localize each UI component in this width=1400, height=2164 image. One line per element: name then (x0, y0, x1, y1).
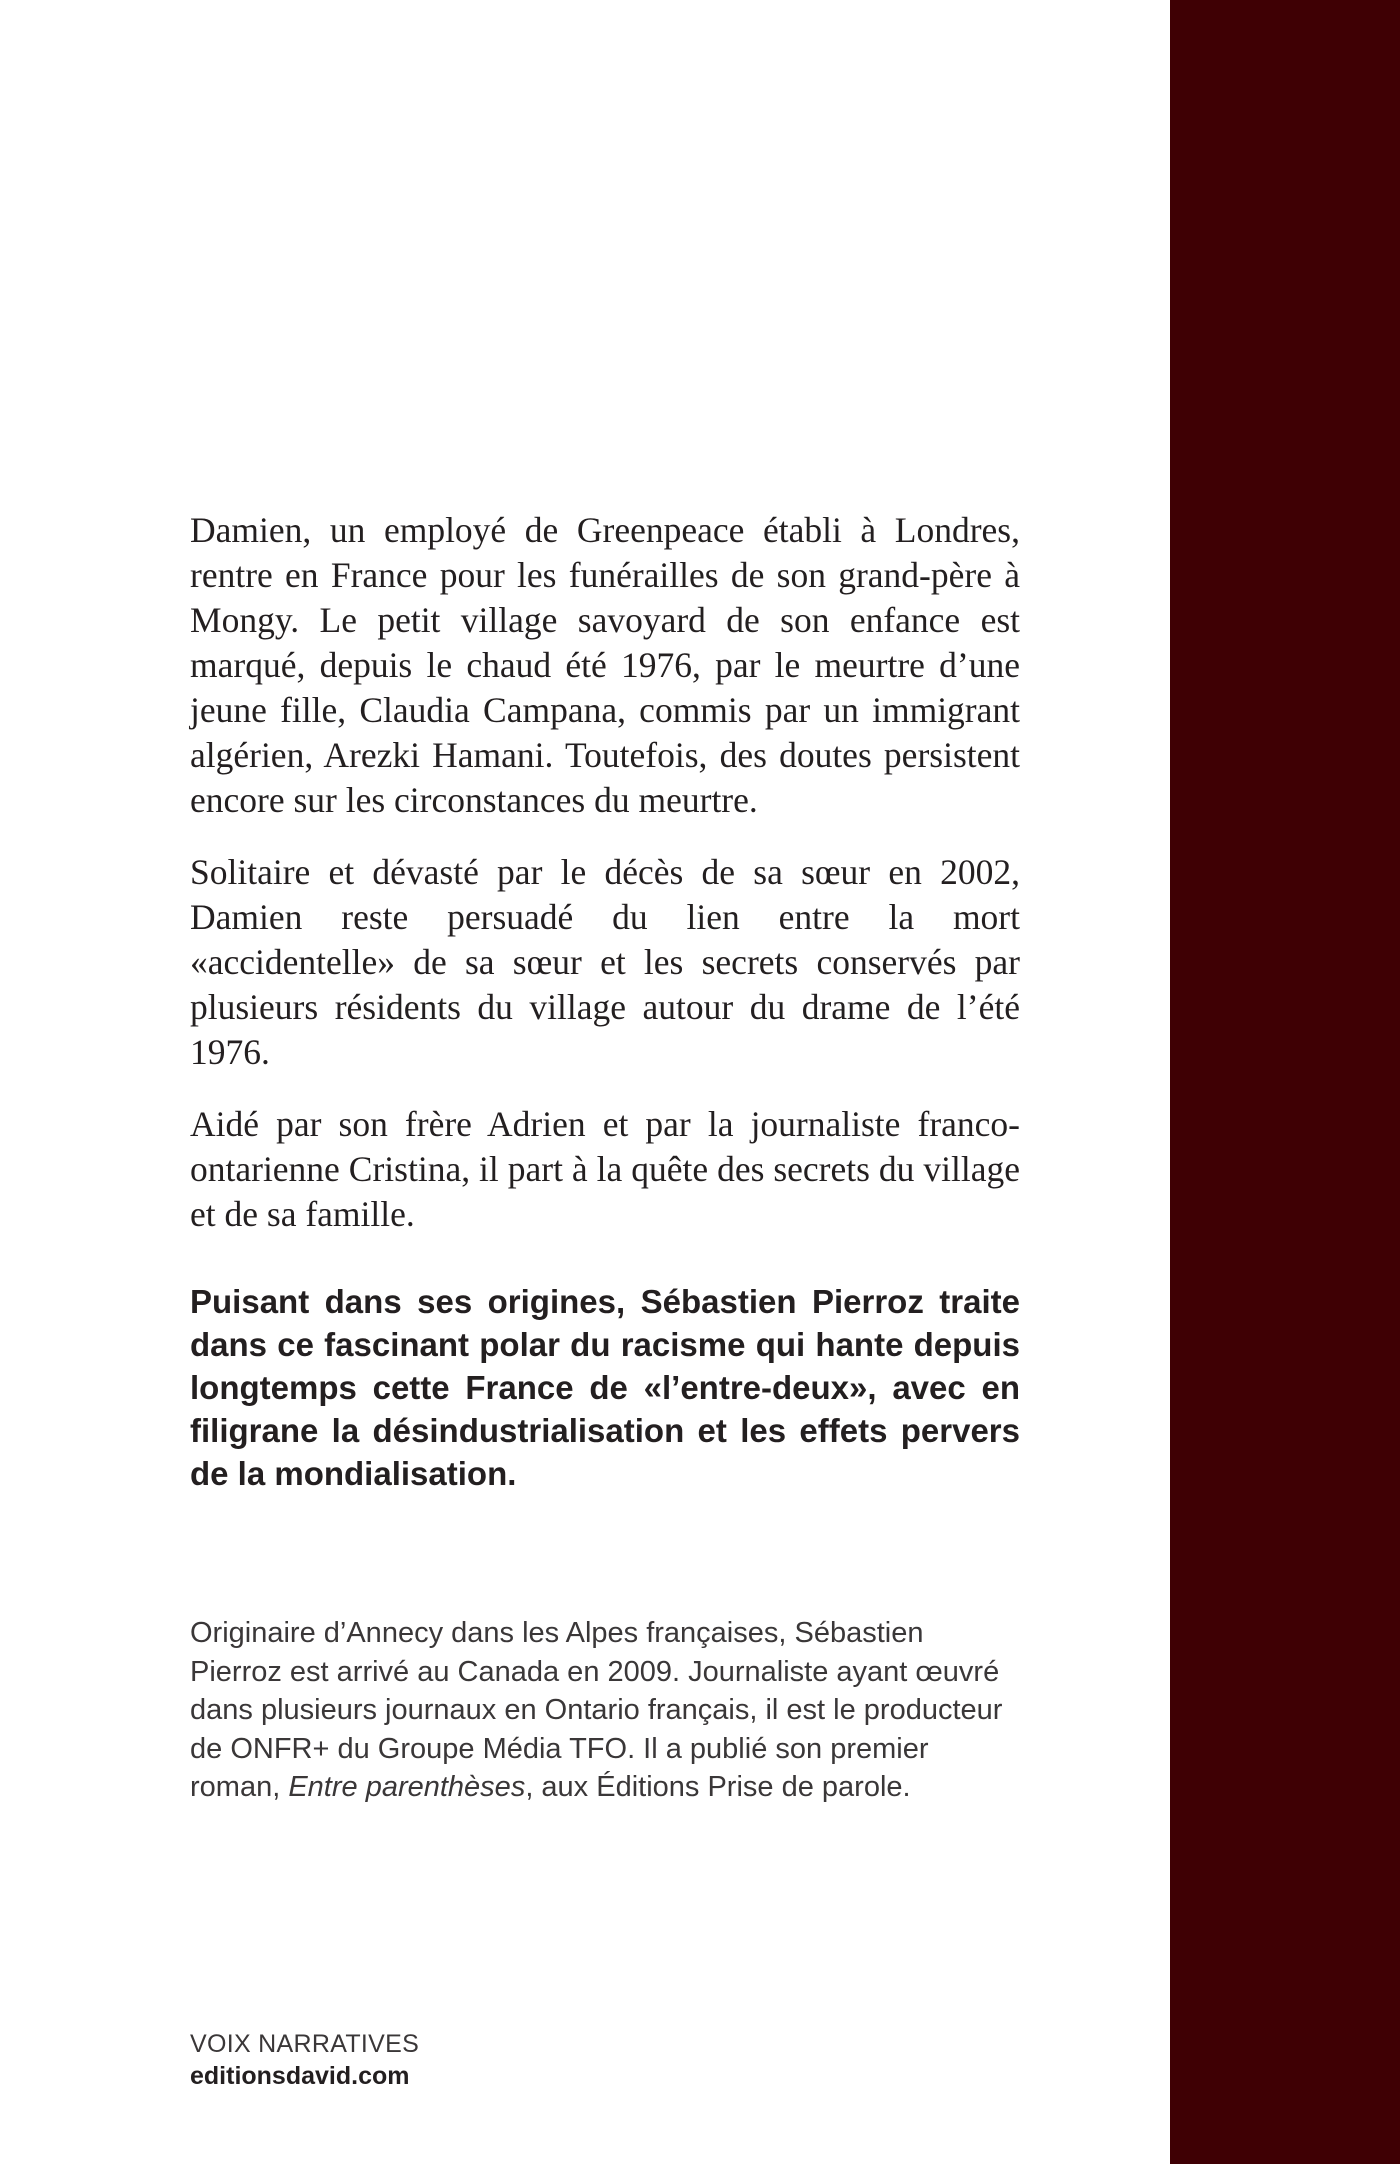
collection-name: VOIX NARRATIVES (190, 2030, 420, 2058)
author-bio (190, 1614, 1020, 1807)
synopsis-paragraph-1: Damien, un employé de Greenpeace établi à Londres, rentre en France pour les funérailles de son grand-père à Mongy. Le petit village savoyard de son enfance est marqué, depuis le chaud été 1976, par le meurtre d’une jeune fille, Claudia Campana, commis par un immigrant algérien, Arezki Hamani. Toutefois, des doutes persistent encore sur les circonstances du meurtre. (190, 510, 1020, 820)
synopsis-paragraph-3: Aidé par son frère Adrien et par la journaliste franco-ontarienne Cristina, il part à la quête des secrets du village et de sa famille. (190, 1104, 1020, 1234)
book-title: Entre parenthèses (288, 1771, 526, 1803)
spine-band (1170, 0, 1400, 2164)
author-bio-text: Originaire d’Annecy dans les Alpes françaises, Sébastien Pierroz est arrivé au Canada en 2009. Journaliste ayant œuvré dans plusieurs journaux en Ontario français, il est le producteur de ONFR+ du Groupe Média TFO. Il a publié son premier roman, (190, 1617, 1003, 1803)
synopsis (190, 508, 1020, 1264)
author-bio-end: , aux Éditions Prise de parole. (525, 1771, 911, 1803)
synopsis-paragraph-2: Solitaire et dévasté par le décès de sa sœur en 2002, Damien reste persuadé du lien entre la mort «accidentelle» de sa sœur et les secrets conservés par plusieurs résidents du village autour du drame de l’été 1976. (190, 852, 1020, 1072)
hook-text: Puisant dans ses origines, Sébastien Pierroz traite dans ce fascinant polar du racisme qui hante depuis longtemps cette France de «l’entre-deux», avec en filigrane la désindustrialisation et les effets pervers de la mondialisation. (190, 1283, 1020, 1492)
publisher-footer (190, 2028, 419, 2092)
publisher-website: editionsdavid.com (190, 2062, 410, 2090)
